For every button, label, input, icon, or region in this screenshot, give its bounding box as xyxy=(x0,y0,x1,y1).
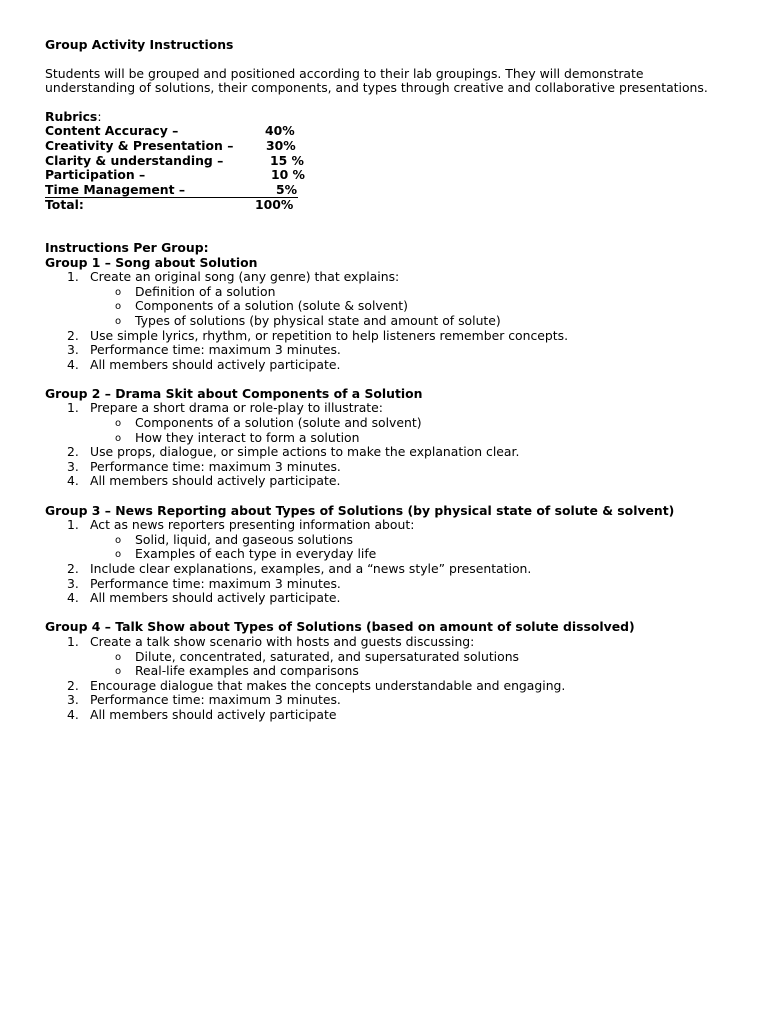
list-number: 2. xyxy=(67,677,79,693)
list-item xyxy=(45,329,735,344)
bullet-item xyxy=(45,285,735,300)
document-page xyxy=(45,38,735,723)
numbered-list xyxy=(45,270,735,372)
list-item-text: Act as news reporters presenting information about: xyxy=(90,517,415,533)
list-item xyxy=(45,635,735,650)
list-item-text: Use props, dialogue, or simple actions to make the explanation clear. xyxy=(90,444,520,460)
rubric-total-row xyxy=(45,198,735,213)
rubric-row-clarity xyxy=(45,154,735,169)
list-item xyxy=(45,460,735,475)
bullet-icon: o xyxy=(115,549,122,561)
list-item-text: All members should actively participate. xyxy=(90,590,341,606)
rubric-total-value: 100% xyxy=(255,197,294,213)
list-item xyxy=(45,693,735,708)
list-number: 4. xyxy=(67,356,79,372)
list-item-text: Performance time: maximum 3 minutes. xyxy=(90,575,341,591)
instructions-heading: Instructions Per Group: xyxy=(45,239,209,255)
list-number: 2. xyxy=(67,444,79,460)
group-section-1 xyxy=(45,256,735,373)
group-heading: Group 2 – Drama Skit about Components of a Solution xyxy=(45,385,423,401)
bullet-icon: o xyxy=(115,301,122,313)
list-number: 1. xyxy=(67,400,79,416)
list-item xyxy=(45,518,735,533)
bullet-list xyxy=(45,650,735,679)
rubric-row-creativity xyxy=(45,139,735,154)
bullet-item-text: Types of solutions (by physical state and amount of solute) xyxy=(135,312,501,328)
bullet-icon: o xyxy=(115,666,122,678)
list-number: 4. xyxy=(67,706,79,722)
rubric-value: 5% xyxy=(276,181,298,197)
list-number: 1. xyxy=(67,517,79,533)
list-item xyxy=(45,679,735,694)
group-heading: Group 3 – News Reporting about Types of Solutions (by physical state of solute & solvent) xyxy=(45,502,675,518)
list-item xyxy=(45,358,735,373)
numbered-list xyxy=(45,635,735,723)
list-number: 1. xyxy=(67,269,79,285)
list-item-text: Create an original song (any genre) that explains: xyxy=(90,269,400,285)
group-section-4 xyxy=(45,620,735,722)
rubric-value: 40% xyxy=(265,123,295,139)
rubric-value: 30% xyxy=(266,137,296,153)
bullet-list xyxy=(45,285,735,329)
list-item-text: All members should actively participate. xyxy=(90,356,341,372)
group-list xyxy=(45,256,735,723)
rubric-total-label: Total: xyxy=(45,197,84,213)
rubrics-colon: : xyxy=(97,108,102,124)
document-title: Group Activity Instructions xyxy=(45,37,234,52)
group-heading: Group 1 – Song about Solution xyxy=(45,254,258,270)
list-item xyxy=(45,343,735,358)
list-number: 2. xyxy=(67,327,79,343)
rubric-name: Participation – xyxy=(45,167,146,183)
bullet-item-text: Definition of a solution xyxy=(135,283,276,299)
rubric-row-content-accuracy xyxy=(45,124,735,139)
bullet-icon: o xyxy=(115,534,122,546)
list-item xyxy=(45,708,735,723)
bullet-item xyxy=(45,650,735,665)
bullet-item xyxy=(45,547,735,562)
rubric-name: Creativity & Presentation – xyxy=(45,137,234,153)
list-item xyxy=(45,474,735,489)
group-section-2 xyxy=(45,387,735,489)
bullet-icon: o xyxy=(115,418,122,430)
bullet-icon: o xyxy=(115,286,122,298)
group-heading: Group 4 – Talk Show about Types of Solutions (based on amount of solute dissolved) xyxy=(45,619,635,635)
bullet-item xyxy=(45,664,735,679)
list-item xyxy=(45,577,735,592)
bullet-item-text: Components of a solution (solute & solvent) xyxy=(135,298,408,314)
list-item xyxy=(45,562,735,577)
bullet-item xyxy=(45,416,735,431)
bullet-item-text: Examples of each type in everyday life xyxy=(135,546,377,562)
rubric-row-time-management xyxy=(45,183,298,199)
list-item-text: Performance time: maximum 3 minutes. xyxy=(90,342,341,358)
bullet-list xyxy=(45,533,735,562)
list-number: 1. xyxy=(67,633,79,649)
list-item-text: Include clear explanations, examples, and a “news style” presentation. xyxy=(90,561,532,576)
bullet-item-text: Solid, liquid, and gaseous solutions xyxy=(135,531,353,547)
list-item-text: Performance time: maximum 3 minutes. xyxy=(90,458,341,474)
rubric-name: Content Accuracy – xyxy=(45,123,179,139)
bullet-item-text: How they interact to form a solution xyxy=(135,429,360,445)
rubrics-heading xyxy=(45,110,735,125)
bullet-item-text: Components of a solution (solute and solvent) xyxy=(135,415,422,431)
bullet-item xyxy=(45,533,735,548)
list-item xyxy=(45,445,735,460)
bullet-item-text: Real-life examples and comparisons xyxy=(135,663,359,679)
bullet-item-text: Dilute, concentrated, saturated, and supersaturated solutions xyxy=(135,648,520,664)
list-item xyxy=(45,401,735,416)
bullet-icon: o xyxy=(115,651,122,663)
list-number: 3. xyxy=(67,575,79,591)
bullet-item xyxy=(45,314,735,329)
rubrics-table xyxy=(45,124,735,213)
numbered-list xyxy=(45,518,735,606)
list-item-text: Encourage dialogue that makes the concepts understandable and engaging. xyxy=(90,677,566,693)
list-item-text: Prepare a short drama or role-play to illustrate: xyxy=(90,400,383,416)
bullet-item xyxy=(45,299,735,314)
bullet-item xyxy=(45,431,735,446)
list-item-text: All members should actively participate. xyxy=(90,473,341,489)
list-number: 2. xyxy=(67,561,79,576)
rubric-name: Time Management – xyxy=(45,181,186,197)
list-number: 3. xyxy=(67,458,79,474)
list-number: 3. xyxy=(67,692,79,708)
group-section-3 xyxy=(45,504,735,606)
list-item-text: All members should actively participate xyxy=(90,706,337,722)
list-number: 3. xyxy=(67,342,79,358)
rubrics-label: Rubrics xyxy=(45,108,98,124)
numbered-list xyxy=(45,401,735,489)
rubric-value: 15 % xyxy=(270,152,304,168)
rubric-row-participation xyxy=(45,168,735,183)
list-item-text: Use simple lyrics, rhythm, or repetition to help listeners remember concepts. xyxy=(90,327,569,343)
list-item xyxy=(45,270,735,285)
list-number: 4. xyxy=(67,473,79,489)
rubric-value: 10 % xyxy=(271,167,305,183)
list-item xyxy=(45,591,735,606)
list-item-text: Create a talk show scenario with hosts and guests discussing: xyxy=(90,633,475,649)
intro-paragraph: Students will be grouped and positioned according to their lab groupings. They will demonstrate understanding of solutions, their components, and types through creative and collaborative presentations. xyxy=(45,65,708,96)
bullet-icon: o xyxy=(115,432,122,444)
list-number: 4. xyxy=(67,590,79,606)
bullet-icon: o xyxy=(115,315,122,327)
bullet-list xyxy=(45,416,735,445)
list-item-text: Performance time: maximum 3 minutes. xyxy=(90,692,341,708)
rubric-name: Clarity & understanding – xyxy=(45,152,224,168)
